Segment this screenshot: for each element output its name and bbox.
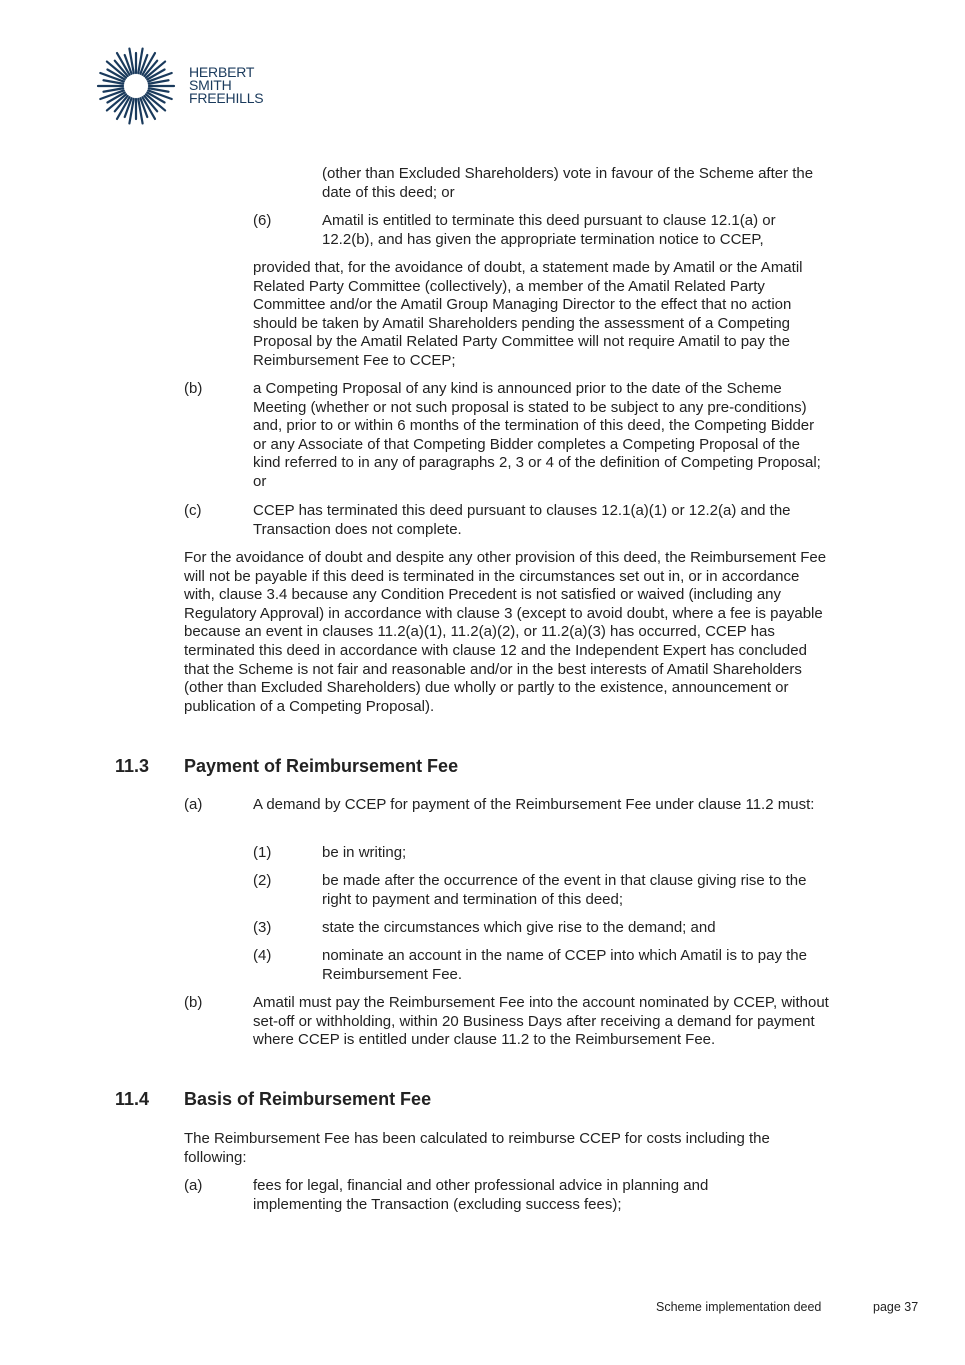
s113-sub-4-text: nominate an account in the name of CCEP into which Amatil is to pay the Reimbursement Fee. <box>322 947 807 983</box>
s113-item-a-number: (a) <box>184 796 203 813</box>
section-11-4-title: Basis of Reimbursement Fee <box>184 1089 432 1109</box>
section-11-4-number: 11.4 <box>115 1089 150 1109</box>
s114-intro: The Reimbursement Fee has been calculated to reimburse CCEP for costs including the following: <box>184 1130 770 1166</box>
section-11-3-title: Payment of Reimbursement Fee <box>184 756 459 776</box>
s113-sub-3-number: (3) <box>253 919 272 936</box>
s113-item-a-text: A demand by CCEP for payment of the Reimbursement Fee under clause 11.2 must: <box>253 796 815 813</box>
section-11-3-number: 11.3 <box>115 756 150 776</box>
s113-sub-1-text: be in writing; <box>322 844 407 861</box>
logo-line-freehills: FREEHILLS <box>189 90 264 106</box>
sunburst-logo-icon <box>96 46 176 126</box>
item-b-text: a Competing Proposal of any kind is announced prior to the date of the Scheme Meeting (whether or not such proposal is stated to be subject to any pre-conditions) and, prior to or within 6 months of the termination of this deed, the Competing Bidder or any Associate of that Competing Bidder completes a Competing Proposal of the kind referred to in any of paragraphs 2, 3 or 4 of the definition of Competing Proposal; or <box>253 380 821 490</box>
s114-item-a-text: fees for legal, financial and other professional advice in planning and implementing the Transaction (excluding success fees); <box>253 1177 709 1213</box>
avoidance-paragraph: For the avoidance of doubt and despite any other provision of this deed, the Reimbursement Fee will not be payable if this deed is terminated in the circumstances set out in, or in accordance with, clause 3.4 because any Condition Precedent is not satisfied or waived (including any Regulatory Approval) in accordance with clause 3 (except to avoid doubt, where a fee is payable because an event in clauses 11.2(a)(1), 11.2(a)(2), or 11.2(a)(3) has occurred, CCEP has terminated this deed in accordance with clause 12 and the Independent Expert has concluded that the Scheme is not fair and reasonable and/or in the best interests of Amatil Shareholders (other than Excluded Shareholders) due wholly or partly to the existence, announcement or publication of a Competing Proposal). <box>184 549 827 715</box>
logo-wordmark <box>189 66 263 105</box>
item-6-text: Amatil is entitled to terminate this deed pursuant to clause 12.1(a) or 12.2(b), and has given the appropriate termination notice to CCEP, <box>322 212 776 248</box>
footer-page-number: page 37 <box>873 1300 919 1314</box>
s113-item-b-number: (b) <box>184 994 203 1011</box>
s113-sub-2-text: be made after the occurrence of the event in that clause giving rise to the right to payment and termination of this deed; <box>322 872 807 908</box>
s114-item-a-number: (a) <box>184 1177 203 1194</box>
item-6-number: (6) <box>253 212 272 229</box>
item-b-number: (b) <box>184 380 203 397</box>
item-c-number: (c) <box>184 502 202 519</box>
logo-line-smith: SMITH <box>189 77 232 93</box>
proviso-paragraph: provided that, for the avoidance of doubt, a statement made by Amatil or the Amatil Related Party Committee (collectively), a member of the Amatil Related Party Committee and/or the Amatil Group Managing Director to the effect that no action should be taken by Amatil Shareholders pending the assessment of a Competing Proposal by the Amatil Related Party Committee will not require Amatil to pay the Reimbursement Fee to CCEP; <box>253 259 803 369</box>
item-c-text: CCEP has terminated this deed pursuant to clauses 12.1(a)(1) or 12.2(a) and the Transaction does not complete. <box>253 502 791 538</box>
s113-sub-2-number: (2) <box>253 872 272 889</box>
herbert-smith-freehills-logo <box>96 46 286 128</box>
continued-paragraph: (other than Excluded Shareholders) vote in favour of the Scheme after the date of this deed; or <box>322 165 814 201</box>
s113-item-b-text: Amatil must pay the Reimbursement Fee into the account nominated by CCEP, without set-off or withholding, within 20 Business Days after receiving a demand for payment where CCEP is entitled under clause 11.2 to the Reimbursement Fee. <box>253 994 829 1049</box>
s113-sub-3-text: state the circumstances which give rise to the demand; and <box>322 919 716 936</box>
footer-doc-title: Scheme implementation deed <box>656 1300 822 1314</box>
s113-sub-4-number: (4) <box>253 947 272 964</box>
s113-sub-1-number: (1) <box>253 844 272 861</box>
logo-line-herbert: HERBERT <box>189 64 255 80</box>
